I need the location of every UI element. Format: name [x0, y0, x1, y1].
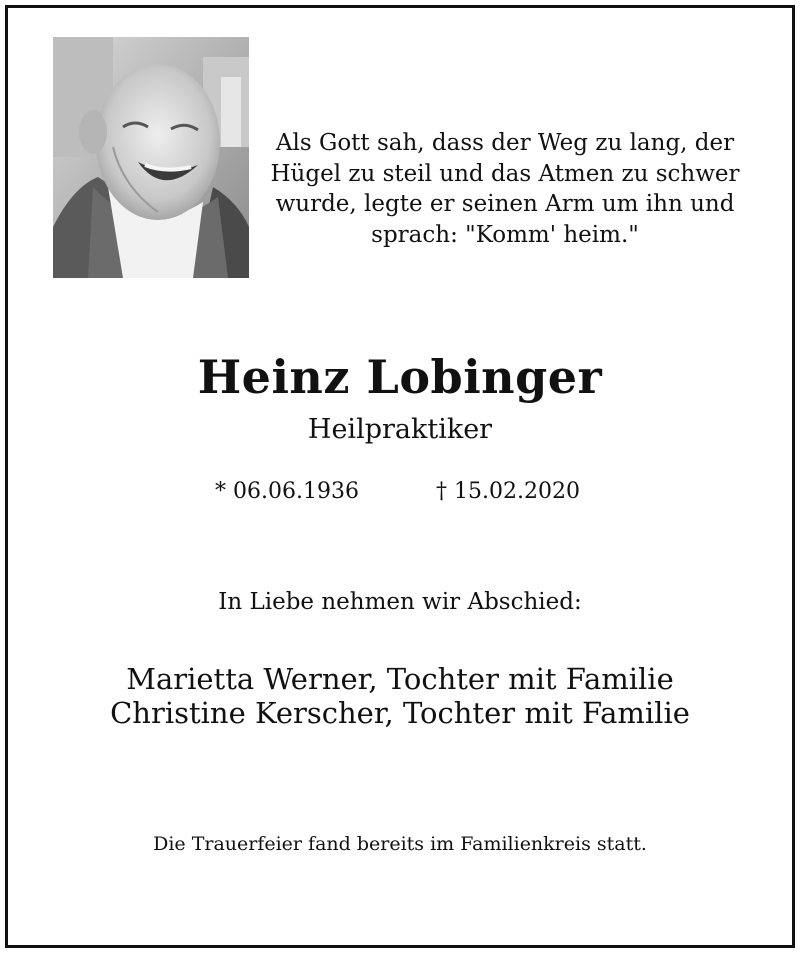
deceased-name: Heinz Lobinger — [197, 350, 603, 404]
poem-line: Als Gott sah, dass der Weg zu lang, der — [275, 130, 735, 156]
mourner-entry: Christine Kerscher, Tochter mit Familie — [110, 696, 690, 730]
mourners-list — [0, 662, 800, 730]
mourner-entry: Marietta Werner, Tochter mit Familie — [126, 662, 674, 696]
poem-line: sprach: "Komm' heim." — [371, 221, 639, 248]
poem-line: Hügel zu steil und das Atmen zu schwer — [270, 160, 740, 187]
death-date: † 15.02.2020 — [436, 479, 580, 504]
funeral-note: Die Trauerfeier fand bereits im Familienkreis statt. — [153, 833, 647, 855]
birth-date: * 06.06.1936 — [215, 479, 359, 504]
memorial-poem — [255, 128, 755, 250]
poem-line: wurde, legte er seinen Arm um ihn und — [275, 191, 735, 217]
deceased-profession: Heilpraktiker — [307, 414, 493, 445]
farewell-line: In Liebe nehmen wir Abschied: — [218, 589, 582, 615]
portrait-photo — [53, 37, 249, 278]
